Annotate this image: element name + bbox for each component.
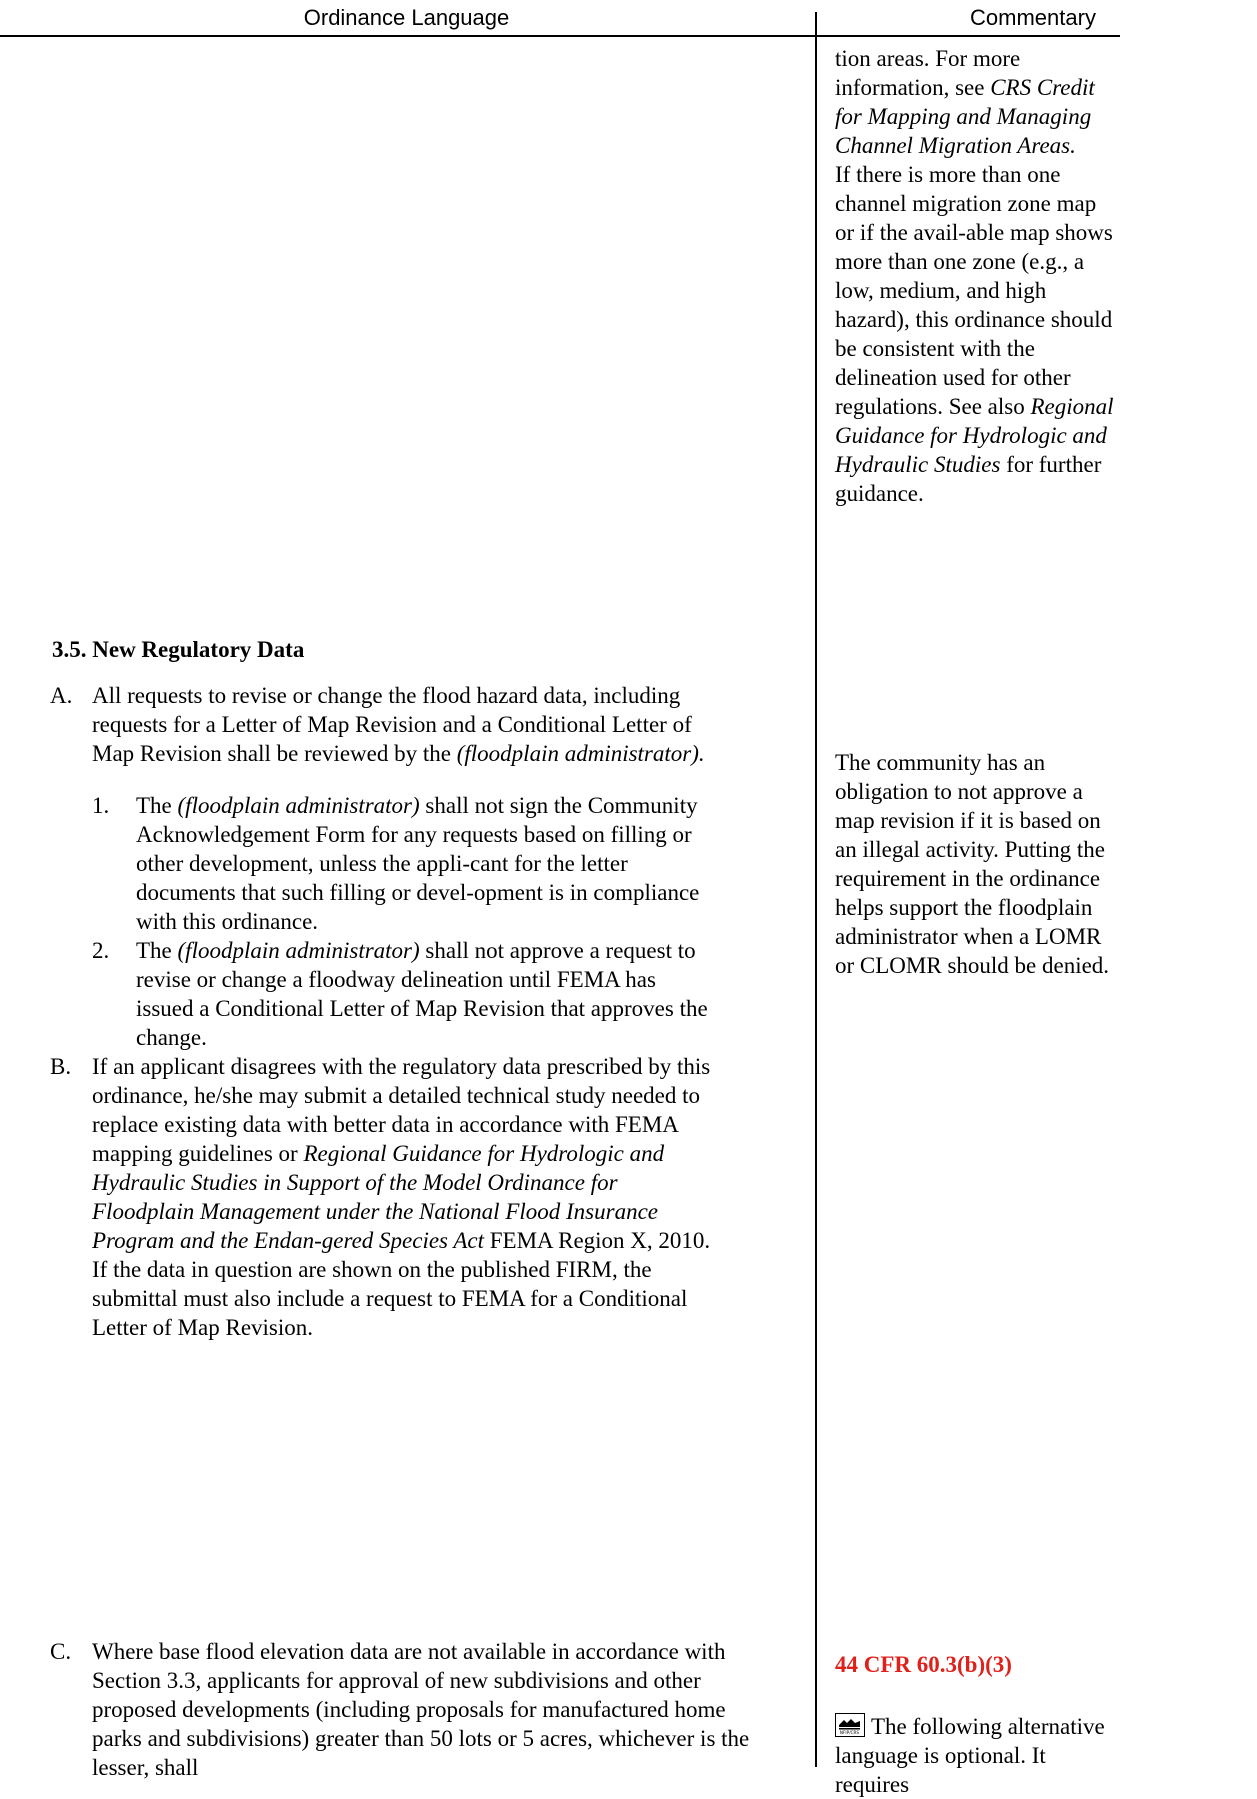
svg-text:NFIP/CRS: NFIP/CRS (839, 1730, 860, 1735)
crs-credit-reference: CRS Credit for Mapping and Managing Channel Migration Areas. (835, 75, 1095, 158)
commentary-top-p1: tion areas. For more information, see CRS Credit for Mapping and Managing Channel Migration Areas. (835, 46, 1095, 158)
commentary-map-revision: The community has an obligation to not approve a map revision if it is based on an illegal activity. Putting the requirement in the ordinance helps support the floodplain administrator when a LOMR or CLOMR should be denied. (835, 750, 1110, 978)
header-rule (0, 35, 1120, 37)
commentary-optional-language: NFIP/CRS The following alternative language is optional. It requires (835, 1714, 1105, 1797)
regional-guidance-reference: Regional Guidance for Hydrologic and Hydraulic Studies (835, 394, 1114, 477)
item-a2-text: The (floodplain administrator) shall not approve a request to revise or change a floodway delineation until FEMA has issued a Conditional Letter of Map Revision that approves the change. (136, 938, 708, 1050)
item-a2-label: 2. (92, 938, 110, 963)
item-a-text: All requests to revise or change the flood hazard data, including requests for a Letter of Map Revision and a Conditional Letter of Map Revision shall be reviewed by the (floodplain administrator). (92, 683, 705, 766)
item-a-label: A. (50, 683, 73, 708)
column-divider (815, 12, 817, 1767)
nfip-crs-icon (835, 1713, 865, 1737)
header-ordinance-language: Ordinance Language (303, 5, 510, 30)
section-heading: 3.5. New Regulatory Data (52, 637, 305, 662)
commentary-top-p2: If there is more than one channel migration zone map or if the avail-able map shows more than one zone (e.g., a low, medium, and high hazard), this ordinance should be consistent with the delineation used for other regulations. See also Regional Guidance for Hydrologic and Hydraulic Studies for further guidance. (835, 162, 1114, 506)
item-b-label: B. (50, 1054, 72, 1079)
item-c-text: Where base flood elevation data are not available in accordance with Section 3.3, applicants for approval of new subdivisions and other proposed developments (including proposals for manufactured home parks and subdivisions) greater than 50 lots or 5 acres, whichever is the lesser, shall (92, 1639, 750, 1780)
item-c-label: C. (50, 1639, 72, 1664)
floodplain-administrator-role: (floodplain administrator). (456, 741, 705, 766)
regional-guidance-full-reference: Regional Guidance for Hydrologic and Hydraulic Studies in Support of the Model Ordinance for Floodplain Management under the National Flood Insurance Program and the Endan-gered Species Act (92, 1141, 665, 1253)
commentary-top (835, 44, 1120, 508)
item-b-text: If an applicant disagrees with the regulatory data prescribed by this ordinance, he/she may submit a detailed technical study needed to replace existing data with better data in accordance with FEMA mapping guidelines or Regional Guidance for Hydrologic and Hydraulic Studies in Support of the Model Ordinance for Floodplain Management under the National Flood Insurance Program and the Endan-gered Species Act FEMA Region X, 2010. If the data in question are shown on the published FIRM, the submittal must also include a request to FEMA for a Conditional Letter of Map Revision. (92, 1054, 711, 1340)
cfr-citation: 44 CFR 60.3(b)(3) (835, 1652, 1012, 1677)
header-commentary: Commentary (970, 5, 1096, 30)
item-a1-text: The (floodplain administrator) shall not sign the Community Acknowledgement Form for any requests based on filling or other development, unless the appli-cant for the letter documents that such filling or devel-opment is in compliance with this ordinance. (136, 793, 700, 934)
item-a1-label: 1. (92, 793, 110, 818)
